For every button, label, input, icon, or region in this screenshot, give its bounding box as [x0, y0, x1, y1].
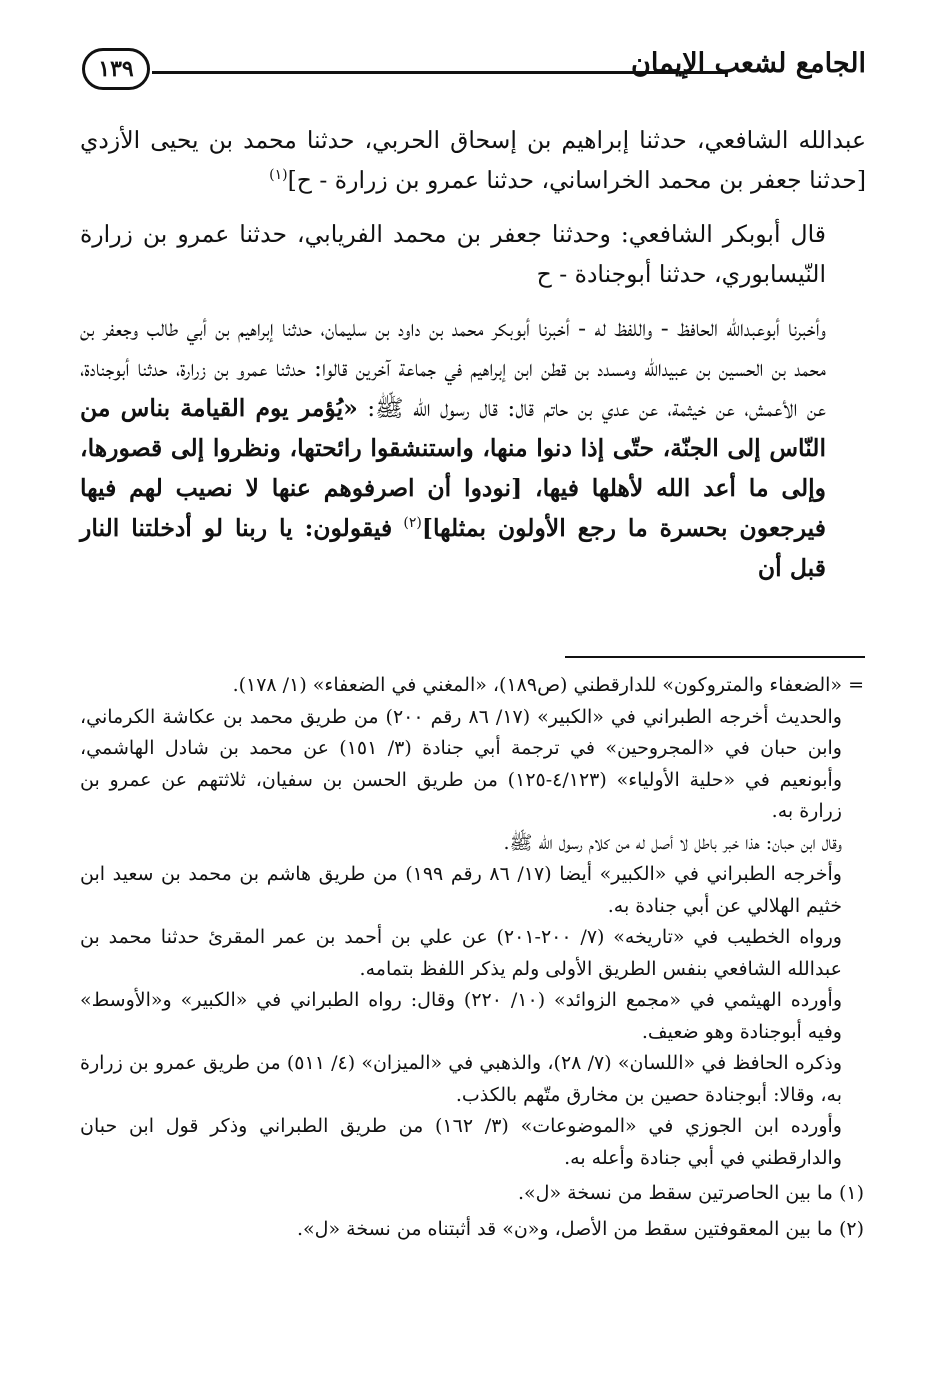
isnad-text: وأخبرنا أبوعبدالله الحافظ - واللفظ له - أخبرنا أبوبكر محمد بن داود بن سليمان، حدثنا إبراهيم بن أبي طالب وجعفر بن محمد بن الحسين بن عبيدالله ومسدد بن قطن ابن إبراهيم في جماعة آخرين قالوا: حدثنا عمرو بن زرارة، حدثنا أبوجنادة، عن الأعمش، عن خيثمة، عن عدي بن حاتم قال: قال رسول الله ﷺ: — [80, 314, 826, 422]
footnote-takhrij-3: وأخرجه الطبراني في «الكبير» أيضا (١٧/ ٨٦ رقم ١٩٩) من طريق هاشم بن محمد بن سعيد ابن خثيم الهلالي عن أبي جنادة به. — [80, 863, 842, 917]
footnote-takhrij-7: وأورده ابن الجوزي في «الموضوعات» (٣/ ١٦٢) من طريق الطبراني وذكر قول ابن حبان والدارقطني في أبي جنادة وأعله به. — [80, 1115, 842, 1169]
paragraph-2: قال أبوبكر الشافعي: وحدثنا جعفر بن محمد الفريابي، حدثنا عمرو بن زرارة النّيسابوري، حدثنا أبوجنادة - ح — [80, 220, 826, 288]
page-header — [82, 42, 866, 104]
footnote-takhrij-4: ورواه الخطيب في «تاريخه» (٧/ ٢٠٠-٢٠١) عن علي بن أحمد بن عمر المقرئ حدثنا محمد بن عبدالله الشافعي بنفس الطريق الأولى ولم يذكر اللفظ بتمامه. — [80, 926, 842, 980]
footnote-continuation: = «الضعفاء والمتروكون» للدارقطني (ص١٨٩)، «المغني في الضعفاء» (١/ ١٧٨). — [232, 674, 864, 696]
footnote-takhrij-1: والحديث أخرجه الطبراني في «الكبير» (١٧/ ٨٦ رقم ٢٠٠) من طريق محمد بن عكاشة الكرماني، وابن حبان في «المجروحين» في ترجمة أبي جنادة (٣/ ١٥١) عن محمد بن شادل الهاشمي، وأبونعيم في «حلية الأولياء» (٤/١٢٣-١٢٥) من طريق الحسن بن سفيان، ثلاثتهم عن عمرو بن زرارة به. — [80, 705, 843, 822]
footnote-2: (٢) ما بين المعقوفتين سقط من الأصل، و«ن» قد أثبتناه من نسخة «ل». — [297, 1217, 864, 1240]
hadith-text: «يُؤمر يوم القيامة بناس من النّاس إلى الجنّة، حتّى إذا دنوا منها، واستنشقوا رائحتها، ونظروا إلى قصورها، وإلى ما أعد الله لأهلها فيها، [نودوا أن اصرفوهم عنها لا نصيب لهم فيها فيرجعون بحسرة ما رجع الأولون بمثلها] — [80, 394, 826, 542]
footnote-ref-1: (١) — [269, 167, 288, 184]
main-text — [80, 120, 866, 588]
page-number: ١٣٩ — [82, 48, 150, 90]
footnote-1: (١) ما بين الحاصرتين سقط من نسخة «ل». — [518, 1182, 864, 1204]
paragraph-3 — [80, 308, 866, 588]
footnotes — [80, 670, 864, 1245]
footnote-takhrij-2: وقال ابن حبان: هذا خبر باطل لا أصل له من كلام رسول الله ﷺ. — [503, 831, 842, 854]
paragraph-1 — [80, 120, 866, 200]
footnote-ref-2: (٢) — [403, 515, 422, 532]
footnote-separator — [565, 656, 865, 658]
footnote-takhrij-5: وأورده الهيثمي في «مجمع الزوائد» (١٠/ ٢٢٠) وقال: رواه الطبراني في «الكبير» و«الأوسط» وفيه أبوجنادة وهو ضعيف. — [80, 989, 842, 1043]
hadith-tail: فيقولون: يا ربنا لو أدخلتنا النار قبل أن — [80, 514, 826, 582]
running-title: الجامع لشعب الإيمان — [631, 48, 866, 79]
footnote-takhrij-6: وذكره الحافظ في «اللسان» (٧/ ٢٨)، والذهبي في «الميزان» (٤/ ٥١١) من طريق عمرو بن زرارة به، وقالا: أبوجنادة حصين بن مخارق متّهم بالكذب. — [80, 1052, 842, 1106]
paragraph-1-text: عبدالله الشافعي، حدثنا إبراهيم بن إسحاق الحربي، حدثنا محمد بن يحيى الأزدي [حدثنا جعفر بن محمد الخراساني، حدثنا عمرو بن زرارة - ح] — [80, 126, 866, 194]
